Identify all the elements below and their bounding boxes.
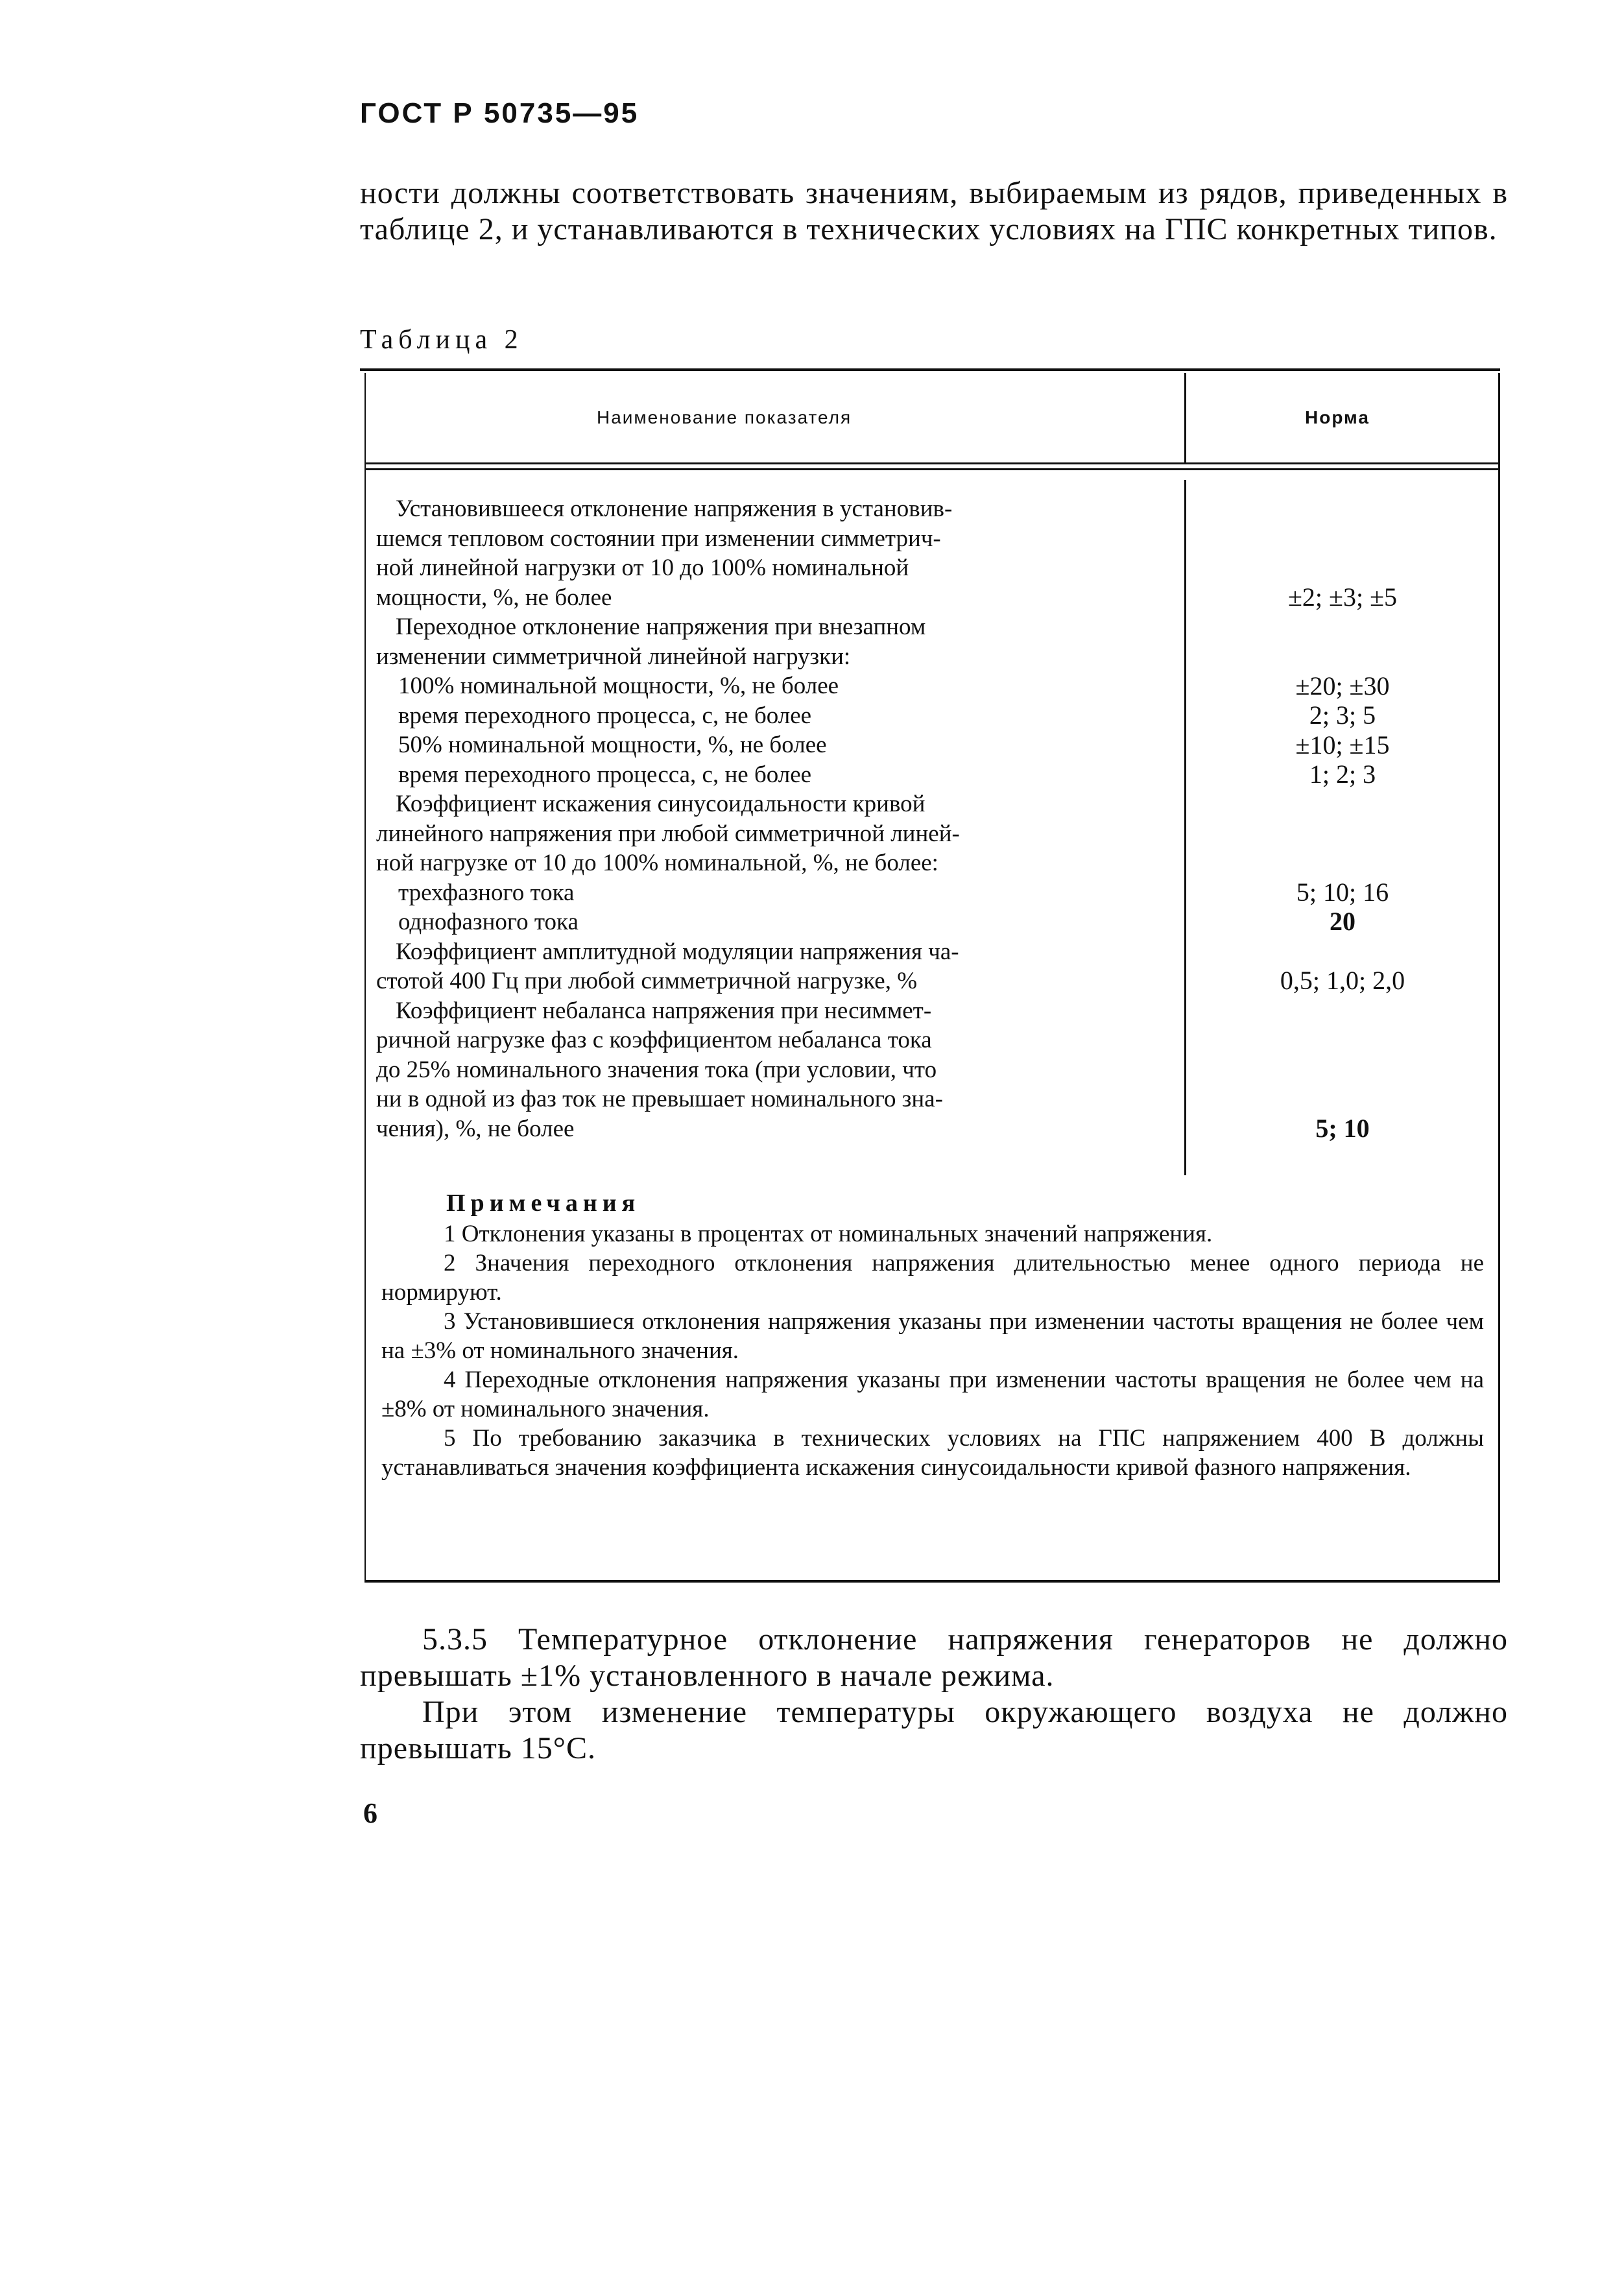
note-item: 2 Значения переходного отклонения напряжения длительностью менее одного периода не нормируют. — [381, 1250, 1484, 1306]
intro-paragraph — [360, 175, 1508, 248]
norm-value: 20 — [1330, 907, 1355, 936]
norm-value: 1; 2; 3 — [1309, 760, 1376, 789]
table-line: ричной нагрузке фаз с коэффициентом небаланса тока — [376, 1027, 932, 1053]
norm-value: 5; 10 — [1315, 1114, 1370, 1143]
table-line: Коэффициент искажения синусоидальности кривой — [396, 791, 925, 817]
column-header-norm: Норма — [1305, 407, 1370, 427]
table-left-rule — [364, 373, 366, 1583]
paragraph: 5.3.5 Температурное отклонение напряжения генераторов не должно превышать ±1% установленного в начале режима. — [360, 1622, 1508, 1693]
table-line: изменении симметричной линейной нагрузки: — [376, 643, 851, 670]
table-right-rule — [1498, 373, 1500, 1583]
table-line: время переходного процесса, с, не более — [398, 761, 812, 788]
table-line: ни в одной из фаз ток не превышает номинального зна- — [376, 1086, 943, 1112]
table-line: 50% номинальной мощности, %, не более — [398, 732, 827, 758]
column-header-name: Наименование показателя — [597, 407, 852, 427]
header-bottom-rule-2 — [364, 468, 1499, 470]
table-line: чения), %, не более — [376, 1115, 575, 1142]
table-line: 100% номинальной мощности, %, не более — [398, 673, 839, 699]
norm-value: 5; 10; 16 — [1296, 878, 1389, 907]
table-line: Переходное отклонение напряжения при внезапном — [396, 614, 926, 640]
table-line: Коэффициент небаланса напряжения при несиммет- — [396, 997, 932, 1024]
norm-value: ±2; ±3; ±5 — [1287, 582, 1398, 612]
table-line: шемся тепловом состоянии при изменении симметрич- — [376, 525, 941, 552]
notes-list — [381, 1219, 1484, 1482]
note-item: 5 По требованию заказчика в технических условиях на ГПС напряжением 400 В должны устанавливаться значения коэффициента искажения синусоидальности кривой фазного напряжения. — [381, 1425, 1484, 1481]
notes-caption: Примечания — [446, 1190, 641, 1217]
table-top-rule — [360, 368, 1500, 371]
section-5-3-5 — [360, 1621, 1508, 1767]
norm-value: ±10; ±15 — [1295, 730, 1390, 760]
norm-value: 0,5; 1,0; 2,0 — [1280, 966, 1405, 995]
note-item: 4 Переходные отклонения напряжения указаны при изменении частоты вращения не более чем на ±8% от номинального значения. — [381, 1367, 1484, 1422]
table-line: Коэффициент амплитудной модуляции напряжения ча- — [396, 938, 959, 965]
header-bottom-rule-1 — [364, 462, 1499, 464]
table-line: линейного напряжения при любой симметричной линей- — [376, 820, 960, 847]
norm-value: ±20; ±30 — [1295, 671, 1390, 700]
table-column-divider — [1184, 480, 1186, 1175]
table-caption: Таблица 2 — [360, 325, 523, 355]
table-bottom-rule — [364, 1580, 1499, 1583]
note-item: 3 Установившиеся отклонения напряжения указаны при изменении частоты вращения не более чем на ±3% от номинального значения. — [381, 1308, 1484, 1364]
table-line: Установившееся отклонение напряжения в установив- — [396, 496, 953, 522]
norm-value: 2; 3; 5 — [1309, 700, 1376, 730]
document-header: ГОСТ Р 50735—95 — [360, 97, 639, 129]
table-line: ной нагрузке от 10 до 100% номинальной, %, не более: — [376, 850, 938, 876]
intro-text: ности должны соответствовать значениям, выбираемым из рядов, приведенных в таблице 2, и устанавливаются в технических условиях на ГПС конкретных типов. — [360, 176, 1508, 246]
table-line: стотой 400 Гц при любой симметричной нагрузке, % — [376, 968, 918, 994]
indicator-list — [376, 494, 1167, 1143]
table-line: мощности, %, не более — [376, 584, 612, 611]
table-line: до 25% номинального значения тока (при условии, что — [376, 1056, 937, 1083]
table-header-divider — [1184, 373, 1186, 462]
table-line: однофазного тока — [398, 909, 579, 935]
table-line: время переходного процесса, с, не более — [398, 702, 812, 729]
note-item: 1 Отклонения указаны в процентах от номинальных значений напряжения. — [444, 1221, 1213, 1247]
paragraph: При этом изменение температуры окружающего воздуха не должно превышать 15°С. — [360, 1695, 1508, 1765]
table-line: ной линейной нагрузки от 10 до 100% номинальной — [376, 555, 909, 581]
page-number: 6 — [363, 1797, 377, 1829]
table-line: трехфазного тока — [398, 879, 575, 906]
